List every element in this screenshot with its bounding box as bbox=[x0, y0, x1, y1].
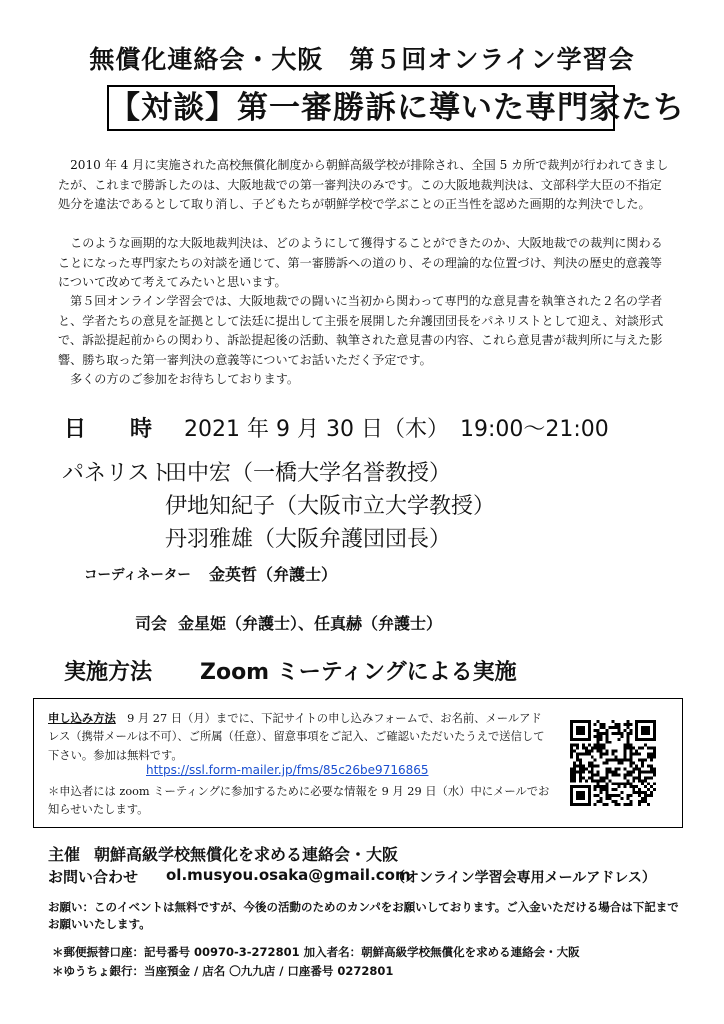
application-text bbox=[48, 710, 548, 765]
application-link[interactable]: https://ssl.form-mailer.jp/fms/85c26be9716865 bbox=[146, 763, 429, 777]
application-note: ＊申込者には zoom ミーティングに参加するために必要な情報を 9 月 29 日（水）中にメールでお知らせいたします。 bbox=[48, 785, 550, 817]
coordinator-value: 金英哲（弁護士） bbox=[209, 565, 338, 584]
application-instructions: 9 月 27 日（月）までに、下記サイトの申し込みフォームで、お名前、メールアドレス（携帯メールは不可）、ご所属（任意）、留意事項をご記入、ご確認いただいたうえで送信して下さい。参加は無料です。 bbox=[48, 712, 545, 762]
bank-account: ＊ゆうちょ銀行：当座預金 / 店名 〇九九店 / 口座番号 0272801 bbox=[52, 964, 394, 978]
method-label: 実施方法 bbox=[64, 660, 153, 685]
schedule-label: 日 時 bbox=[64, 417, 153, 442]
page-subtitle: 【対談】第一審勝訴に導いた専門家たち bbox=[107, 85, 615, 131]
panelist-1: 田中宏（一橋大学名誉教授） bbox=[165, 461, 452, 486]
moderator-label: 司会 bbox=[135, 614, 168, 633]
panelist-2: 伊地知紀子（大阪市立大学教授） bbox=[165, 494, 496, 519]
organizer-label: 主催 bbox=[48, 845, 81, 864]
coordinator-label: コーディネーター bbox=[84, 567, 191, 583]
intro-paragraph-1: 2010 年 4 月に実施された高校無償化制度から朝鮮高級学校が排除され、全国 5 カ所で裁判が行われてきましたが、これまで勝訴したのは、大阪地裁での第一審判決のみです。この大阪地裁判決は、文部科学大臣の不指定処分を違法であるとして取り消し、子どもたちが朝鮮学校で学ぶことの正当性を認めた画期的な判決でした。 bbox=[58, 158, 669, 212]
intro-paragraph-4: 多くの方のご参加をお待ちしております。 bbox=[70, 372, 299, 386]
intro-paragraph-3: 第５回オンライン学習会では、大阪地裁での闘いに当初から関わって専門的な意見書を執筆された２名の学者と、学者たちの意見を証拠として法廷に提出して主張を展開した弁護団団長をパネリストとして迎え、対談形式で、訴訟提起前からの関わり、訴訟提起後の活動、執筆された意見書の内容、これら意見書が裁判所に与えた影響、勝ち取った第一審判決の意義等についてお話いただく予定です。 bbox=[58, 294, 664, 367]
schedule-value: 2021 年 9 月 30 日（木） 19:00～21:00 bbox=[184, 417, 609, 442]
organizer-value: 朝鮮高級学校無償化を求める連絡会・大阪 bbox=[94, 845, 399, 864]
panelist-label: パネリスト bbox=[62, 461, 172, 486]
application-label: 申し込み方法 bbox=[48, 712, 116, 725]
donation-request: お願い：このイベントは無料ですが、今後の活動のためのカンパをお願いしております。ご入金いただける場合は下記までお願いいたします。 bbox=[48, 900, 679, 931]
method-value: Zoom ミーティングによる実施 bbox=[200, 660, 517, 685]
contact-email[interactable]: ol.musyou.osaka@gmail.com bbox=[166, 866, 411, 884]
qr-code-icon[interactable] bbox=[570, 720, 656, 806]
moderator-value: 金星姫（弁護士）、任真赫（弁護士） bbox=[178, 614, 443, 633]
contact-label: お問い合わせ bbox=[48, 868, 139, 886]
contact-note: （オンライン学習会専用メールアドレス） bbox=[391, 870, 656, 886]
panelist-3: 丹羽雅雄（大阪弁護団団長） bbox=[165, 527, 452, 552]
application-box bbox=[33, 698, 683, 828]
postal-account: ＊郵便振替口座：記号番号 00970-3-272801 加入者名：朝鮮高級学校無償化を求める連絡会・大阪 bbox=[52, 945, 580, 959]
page-title: 無償化連絡会・大阪 第５回オンライン学習会 bbox=[89, 45, 635, 74]
intro-paragraph-2: このような画期的な大阪地裁判決は、どのようにして獲得することができたのか、大阪地裁での裁判に関わることになった専門家たちの対談を通じて、第一審勝訴への道のり、その理論的な位置づけ、判決の歴史的意義等について改めて考えてみたいと思います。 bbox=[58, 236, 663, 290]
